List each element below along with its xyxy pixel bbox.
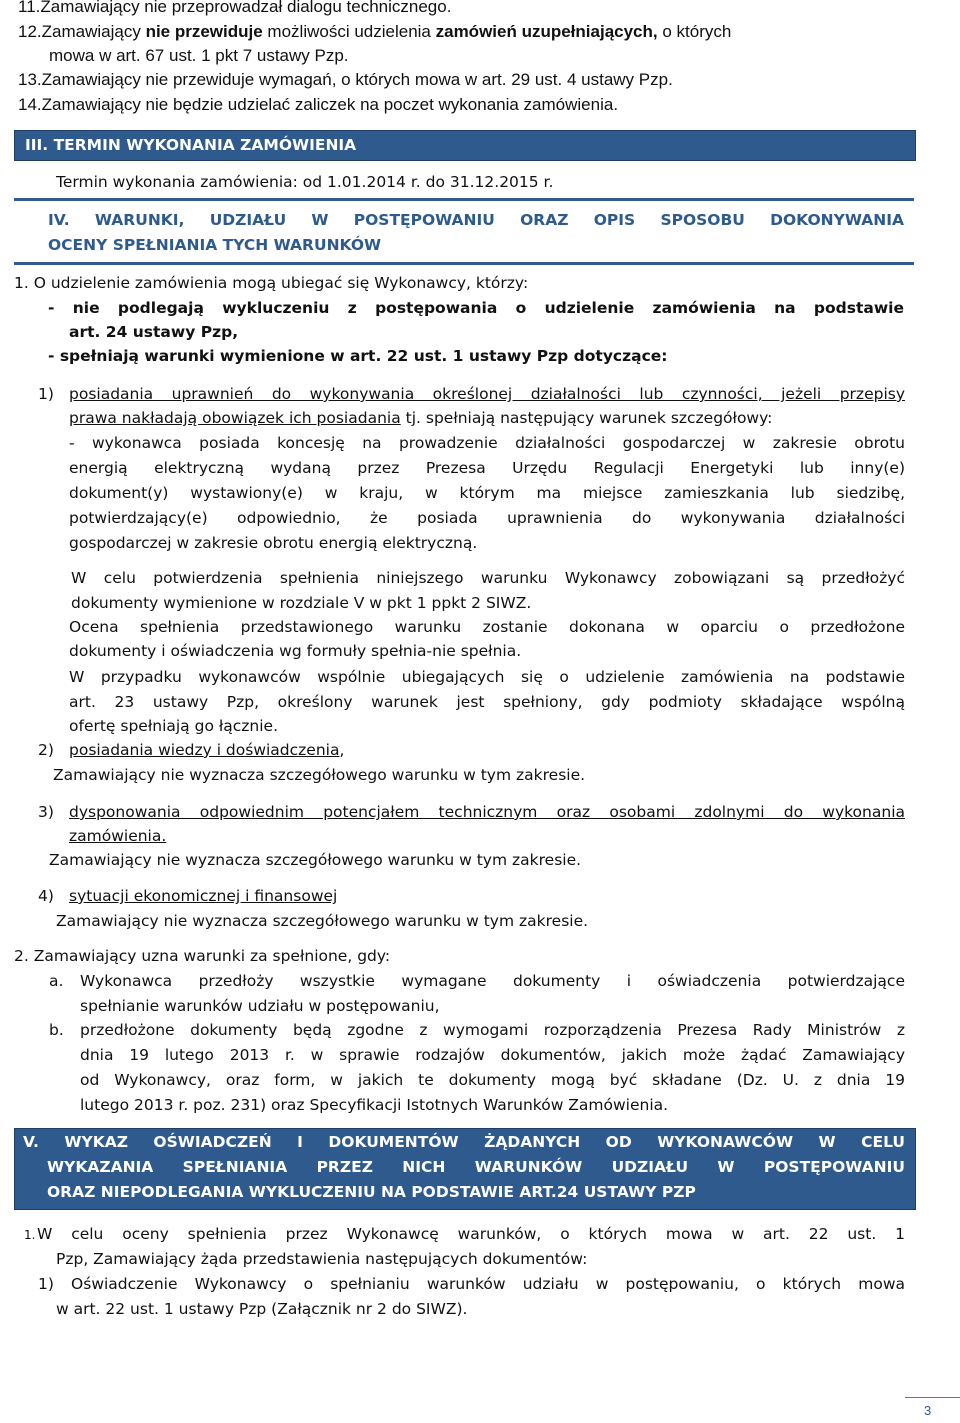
list-item-11	[18, 0, 451, 17]
section-4-bullet-1: - nie podlegają wykluczeniu z postępowania o udzielenie zamówienia na podstawie	[48, 299, 904, 317]
section-5-title-line-2: WYKAZANIA SPEŁNIANIA PRZEZ NICH WARUNKÓW UDZIAŁU W POSTĘPOWANIU	[47, 1158, 905, 1176]
page-number: 3	[924, 1403, 932, 1418]
section-4-title-line-2: OCENY SPEŁNIANIA TYCH WARUNKÓW	[48, 236, 382, 254]
item-2-number: 2)	[38, 741, 54, 759]
item-number: 13.	[18, 70, 42, 89]
item-text-bold: nie przewiduje	[145, 22, 263, 41]
item-text: możliwości udzielenia	[262, 22, 436, 41]
item-text: tj. spełniają następujący warunek szczegółowy:	[400, 409, 773, 427]
section-3-title: III. TERMIN WYKONANIA ZAMÓWIENIA	[25, 136, 357, 154]
item-1-line-5: dokument(y) wystawiony(e) w kraju, w którym ma miejsce zamieszkania lub siedzibę,	[69, 484, 905, 502]
underlined-text: prawa nakładają obowiązek ich posiadania	[69, 409, 401, 427]
page-number-rule	[905, 1397, 960, 1398]
section-5-p1-line-2: Pzp, Zamawiający żąda przedstawienia następujących dokumentów:	[56, 1250, 588, 1268]
section-4-bullet-2: - spełniają warunki wymienione w art. 22 ust. 1 ustawy Pzp dotyczące:	[48, 347, 668, 365]
sub-a-line-2: spełnianie warunków udziału w postępowaniu,	[80, 997, 440, 1015]
item-2-text: Zamawiający nie wyznacza szczegółowego warunku w tym zakresie.	[53, 766, 586, 784]
sub-b-line-1: przedłożone dokumenty będą zgodne z wymogami rozporządzenia Prezesa Rady Ministrów z	[80, 1021, 905, 1039]
sub-b-number: b.	[49, 1021, 64, 1039]
sub-a-number: a.	[49, 972, 64, 990]
list-item-14	[18, 95, 618, 115]
item-text: Zamawiający nie przewiduje wymagań, o których mowa w art. 29 ust. 4 ustawy Pzp.	[41, 70, 673, 89]
section-5-p1-number: 1.	[24, 1228, 36, 1242]
item-text: o których	[657, 22, 732, 41]
item-number: 11.	[18, 0, 41, 16]
item-1-number: 1)	[38, 385, 54, 403]
section-4-paragraph-2: 2. Zamawiający uzna warunki za spełnione, gdy:	[14, 947, 391, 965]
sub-b-line-4: lutego 2013 r. poz. 231) oraz Specyfikacji Istotnych Warunków Zamówienia.	[80, 1096, 669, 1114]
confirm-line-2: dokumenty wymienione w rozdziale V w pkt 1 ppkt 2 SIWZ.	[71, 594, 532, 612]
list-item-13	[18, 70, 673, 90]
item-number: 12.	[18, 22, 42, 41]
sub-b-line-3: od Wykonawcy, oraz form, w jakich te dokumenty mogą być składane (Dz. U. z dnia 19	[80, 1071, 905, 1089]
section-4-paragraph-1: 1. O udzielenie zamówienia mogą ubiegać się Wykonawcy, którzy:	[14, 274, 529, 292]
item-text: Zamawiający nie będzie udzielać zaliczek na poczet wykonania zamówienia.	[41, 95, 619, 114]
section-5-banner	[14, 1128, 916, 1210]
item-text: Zamawiający	[41, 22, 146, 41]
item-1-line-4: energią elektryczną wydaną przez Prezesa Urzędu Regulacji Energetyki lub inny(e)	[69, 459, 905, 477]
item-1-line-7: gospodarczej w zakresie obrotu energią elektryczną.	[69, 534, 478, 552]
section-divider	[14, 262, 914, 265]
confirm-line-5: W przypadku wykonawców wspólnie ubiegających się o udzielenie zamówienia na podstawie	[69, 668, 905, 686]
item-3-number: 3)	[38, 803, 54, 821]
sub-a-line-1: Wykonawca przedłoży wszystkie wymagane dokumenty i oświadczenia potwierdzające	[80, 972, 905, 990]
item-1-heading: posiadania uprawnień do wykonywania określonej działalności lub czynności, jeżeli przepisy	[69, 385, 905, 403]
section-3-text: Termin wykonania zamówienia: od 1.01.2014 r. do 31.12.2015 r.	[56, 173, 554, 191]
item-1-heading-cont	[69, 408, 772, 428]
section-4-bullet-1-cont: art. 24 ustawy Pzp,	[69, 323, 239, 341]
item-3-heading-cont: zamówienia.	[69, 827, 167, 845]
item-text: Zamawiający nie przeprowadzał dialogu technicznego.	[40, 0, 452, 16]
item-1-line-6: potwierdzający(e) odpowiednio, że posiada uprawnienia do wykonywania działalności	[69, 509, 905, 527]
list-item-12-cont: mowa w art. 67 ust. 1 pkt 7 ustawy Pzp.	[49, 46, 349, 65]
section-5-item-1-line-2: w art. 22 ust. 1 ustawy Pzp (Załącznik nr 2 do SIWZ).	[56, 1300, 468, 1318]
item-text: ,	[339, 741, 345, 759]
section-5-title-line-3: ORAZ NIEPODLEGANIA WYKLUCZENIU NA PODSTAWIE ART.24 USTAWY PZP	[47, 1183, 696, 1201]
confirm-line-6: art. 23 ustawy Pzp, określony warunek jest spełniony, gdy podmioty składające wspólną	[69, 693, 905, 711]
item-2-heading	[69, 740, 344, 760]
item-4-text: Zamawiający nie wyznacza szczegółowego warunku w tym zakresie.	[56, 912, 589, 930]
item-4-number: 4)	[38, 887, 54, 905]
section-5-p1-line-1: W celu oceny spełnienia przez Wykonawcę warunków, o których mowa w art. 22 ust. 1	[37, 1225, 905, 1243]
item-number: 14.	[18, 95, 42, 114]
item-1-line-3: - wykonawca posiada koncesję na prowadzenie działalności gospodarczej w zakresie obrotu	[69, 434, 905, 452]
confirm-line-1: W celu potwierdzenia spełnienia niniejszego warunku Wykonawcy zobowiązani są przedłożyć	[71, 569, 905, 587]
item-3-heading: dysponowania odpowiednim potencjałem technicznym oraz osobami zdolnymi do wykonania	[69, 803, 905, 821]
section-divider	[14, 198, 914, 201]
section-4-title-line-1: IV. WARUNKI, UDZIAŁU W POSTĘPOWANIU ORAZ OPIS SPOSOBU DOKONYWANIA	[48, 211, 904, 229]
section-3-banner	[14, 130, 916, 161]
section-5-title-line-1: V. WYKAZ OŚWIADCZEŃ I DOKUMENTÓW ŻĄDANYCH OD WYKONAWCÓW W CELU	[23, 1133, 905, 1151]
item-text-bold: zamówień uzupełniających,	[435, 22, 658, 41]
item-3-text: Zamawiający nie wyznacza szczegółowego warunku w tym zakresie.	[49, 851, 582, 869]
confirm-line-4: dokumenty i oświadczenia wg formuły spełnia-nie spełnia.	[69, 642, 522, 660]
sub-b-line-2: dnia 19 lutego 2013 r. w sprawie rodzajów dokumentów, jakich może żądać Zamawiający	[80, 1046, 905, 1064]
item-4-heading: sytuacji ekonomicznej i finansowej	[69, 887, 338, 905]
confirm-line-7: ofertę spełniają go łącznie.	[69, 717, 279, 735]
section-5-item-1-line-1: 1) Oświadczenie Wykonawcy o spełnianiu warunków udziału w postępowaniu, o których mowa	[38, 1275, 905, 1293]
underlined-text: posiadania wiedzy i doświadczenia	[69, 741, 340, 759]
list-item-12	[18, 22, 906, 42]
confirm-line-3: Ocena spełnienia przedstawionego warunku zostanie dokonana w oparciu o przedłożone	[69, 618, 905, 636]
